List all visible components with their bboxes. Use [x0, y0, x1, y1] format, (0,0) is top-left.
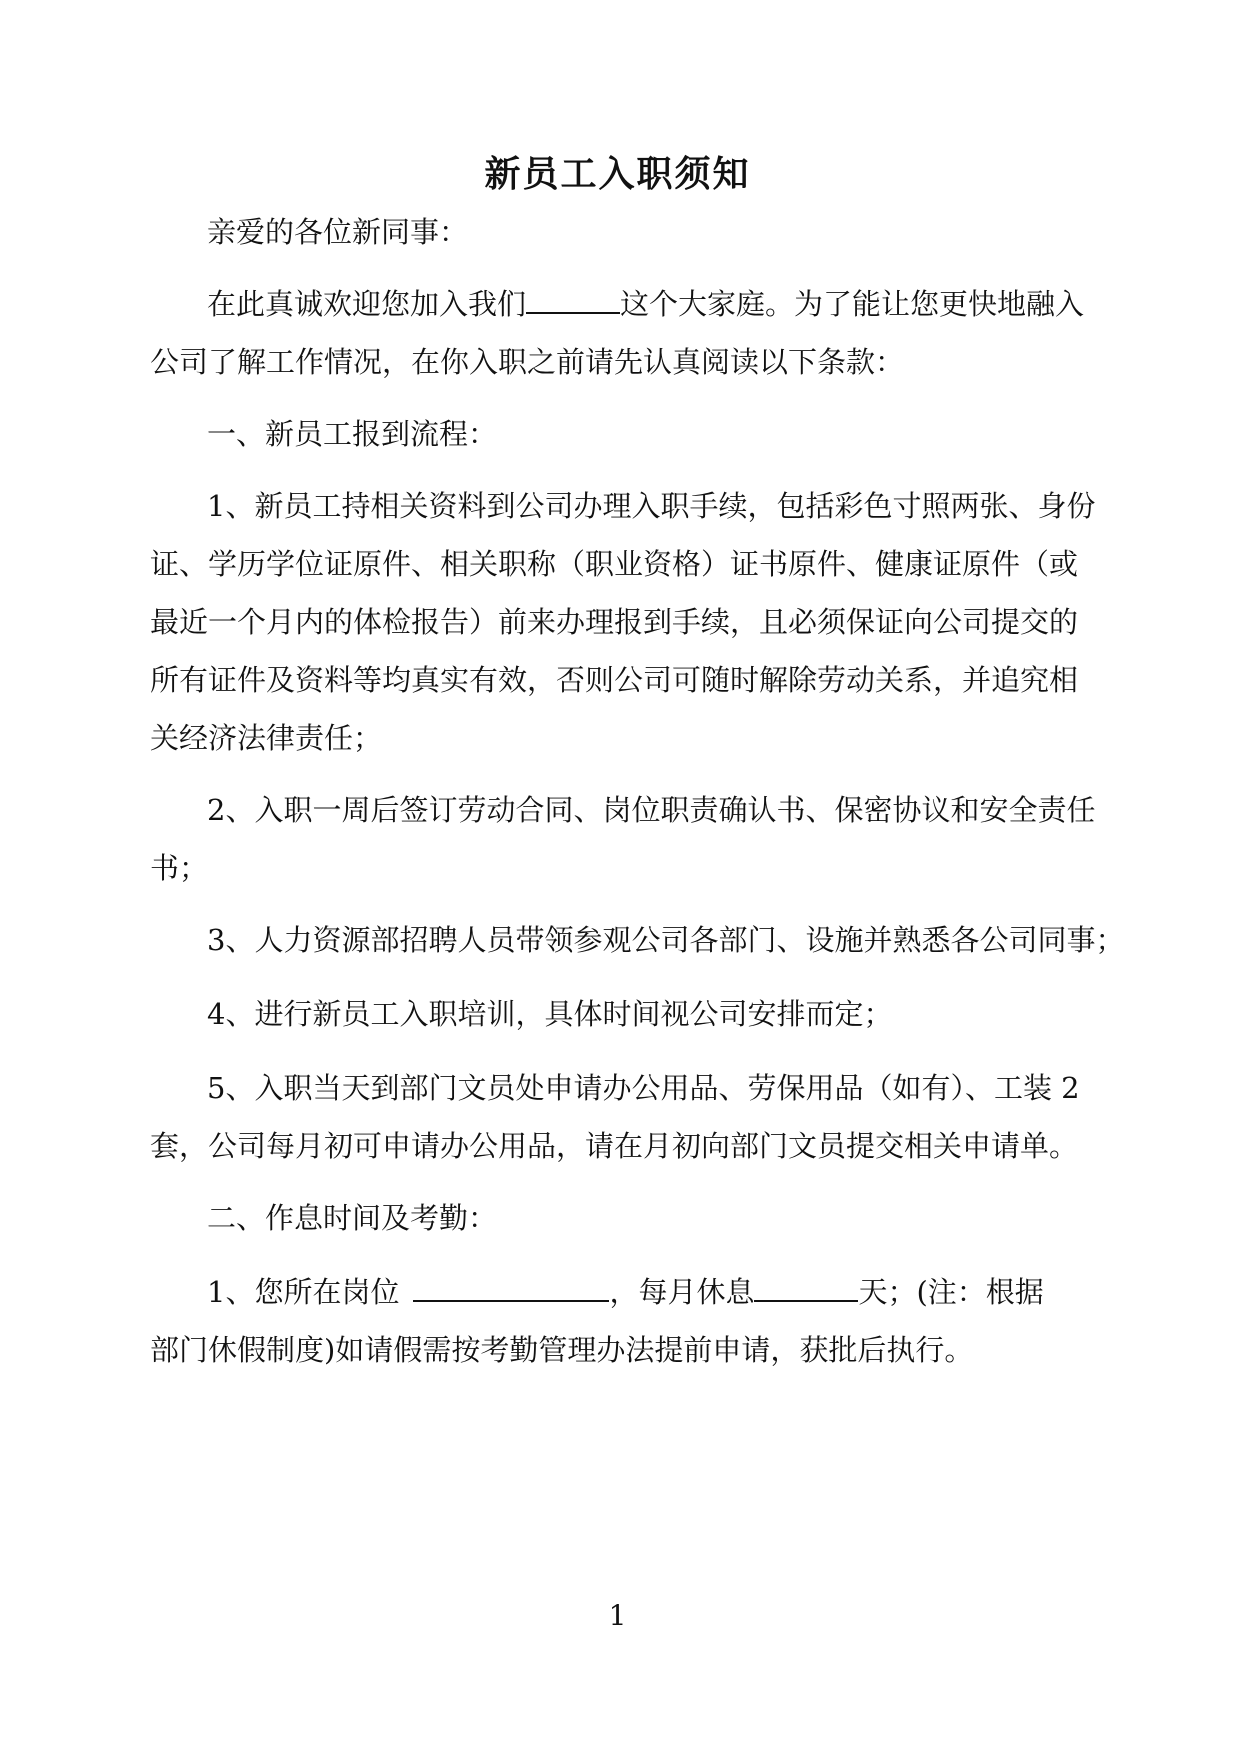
intro-text-b: 这个大家庭。为了能让您更快地融入 [620, 287, 1085, 321]
item-1-3: 3、人力资源部招聘人员带领参观公司各部门、设施并熟悉各公司同事； [207, 923, 1125, 957]
document-title: 新员工入职须知 [484, 153, 751, 195]
item-2-1-line-1 [207, 1270, 1044, 1314]
item-1-1-line: 1、新员工持相关资料到公司办理入职手续，包括彩色寸照两张、身份 [207, 489, 1096, 523]
position-blank [413, 1272, 609, 1302]
item-2-1-text-b: ，每月休息 [609, 1275, 755, 1309]
item-1-1-line: 最近一个月内的体检报告）前来办理报到手续，且必须保证向公司提交的 [150, 605, 1079, 639]
item-1-5-line: 5、入职当天到部门文员处申请办公用品、劳保用品（如有）、工装 2 [207, 1071, 1080, 1105]
intro-text-a: 在此真诚欢迎您加入我们 [207, 287, 527, 321]
item-2-1-line-2: 部门休假制度)如请假需按考勤管理办法提前申请，获批后执行。 [150, 1333, 974, 1367]
item-1-1-line: 证、学历学位证原件、相关职称（职业资格）证书原件、健康证原件（或 [150, 547, 1079, 581]
item-1-1-line: 关经济法律责任； [150, 721, 383, 755]
item-2-1-text-c: 天；(注：根据 [858, 1275, 1044, 1309]
greeting: 亲爱的各位新同事： [207, 215, 469, 249]
intro-line-1 [207, 282, 1084, 326]
item-1-1-line: 所有证件及资料等均真实有效，否则公司可随时解除劳动关系，并追究相 [150, 663, 1079, 697]
section-2-heading: 二、作息时间及考勤： [207, 1201, 498, 1235]
rest-days-blank [754, 1272, 858, 1302]
item-1-2-line: 书； [150, 851, 209, 885]
item-2-1-text-a: 1、您所在岗位 [207, 1275, 400, 1309]
section-1-heading: 一、新员工报到流程： [207, 417, 498, 451]
item-1-5-line: 套，公司每月初可申请办公用品，请在月初向部门文员提交相关申请单。 [150, 1129, 1079, 1163]
company-name-blank [526, 284, 620, 314]
item-1-2-line: 2、入职一周后签订劳动合同、岗位职责确认书、保密协议和安全责任 [207, 793, 1096, 827]
page-number: 1 [608, 1599, 627, 1632]
item-1-4: 4、进行新员工入职培训，具体时间视公司安排而定； [207, 997, 893, 1031]
intro-line-2: 公司了解工作情况，在你入职之前请先认真阅读以下条款： [150, 345, 905, 379]
